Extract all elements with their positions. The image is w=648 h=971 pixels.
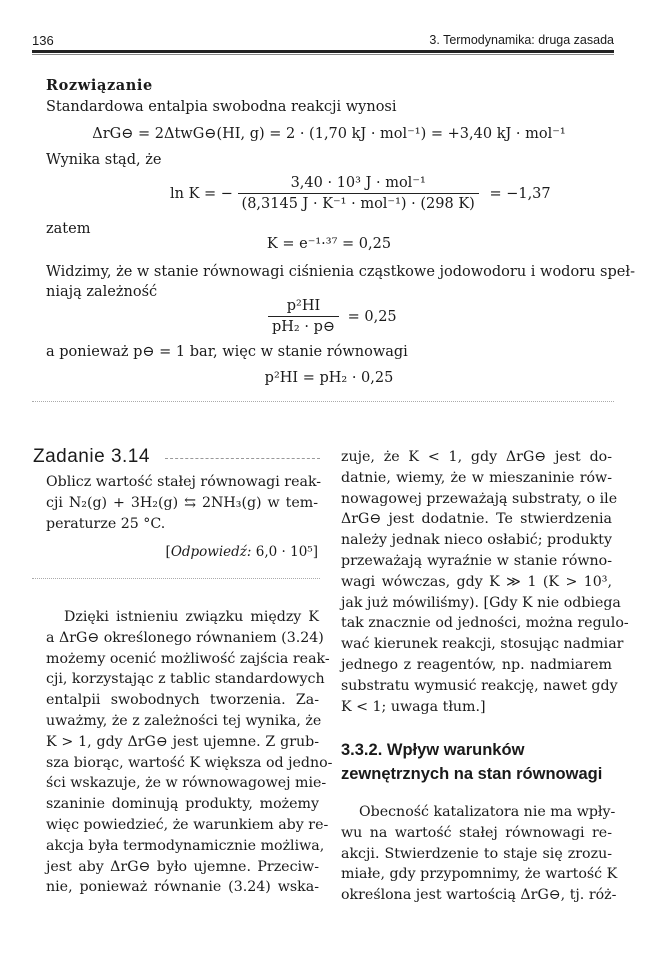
text-line: Dzięki istnieniu związku między K (64, 609, 319, 625)
text-line: sza biorąc, wartość K większa od jedno- (46, 754, 333, 771)
exercise-line: Oblicz wartość stałej równowagi reak- (46, 474, 322, 490)
text-line: możemy ocenić możliwość zajścia reak- (46, 650, 330, 667)
text-line: jest aby ΔrG⊖ było ujemne. Przeciw- (46, 858, 319, 875)
text-line: akcji. Stwierdzenie to staje się zrozu- (341, 845, 612, 862)
section-heading (341, 738, 602, 786)
exercise-title: Zadanie 3.14 (33, 446, 150, 467)
text-line: datnie, wiemy, że w mieszaninie rów- (341, 469, 612, 486)
eq4-rhs: = 0,25 (347, 308, 397, 325)
section-title-line-2: zewnętrznych na stan równowagi (341, 765, 603, 783)
text-line: ści wskazuje, że w równowagowej mie- (46, 775, 327, 792)
right-column-top (341, 447, 629, 717)
text-line: przeważają wyraźnie w stanie równo- (341, 552, 612, 569)
text-line: miałe, gdy przypomnimy, że wartość K (341, 866, 618, 883)
section-title-line-1: Wpływ warunków (386, 741, 525, 759)
eq2-rhs: = −1,37 (489, 185, 551, 202)
solution-separator (32, 401, 614, 402)
page-number: 136 (32, 33, 54, 48)
text-line: uważmy, że z zależności tej wynika, że (46, 712, 322, 729)
eq2-lhs: ln K = − (170, 185, 233, 202)
text-line: więc powiedzieć, że warunkiem aby re- (46, 816, 329, 833)
text-line: K > 1, gdy ΔrG⊖ jest ujemne. Z grub- (46, 733, 319, 750)
answer-label: Odpowiedź: (170, 544, 252, 560)
equation-2 (170, 173, 551, 214)
text-line: wagi wówczas, gdy K ≫ 1 (K > 10³, (341, 573, 612, 590)
exercise-title-rule (165, 458, 320, 459)
text-line: a ΔrG⊖ określonego równaniem (3.24) (46, 629, 324, 646)
text-line: jak już mówiliśmy). [Gdy K nie odbiega (341, 594, 621, 611)
eq4-denominator: pH₂ · p⊖ (268, 316, 339, 337)
exercise-line: peraturze 25 °C. (46, 515, 166, 532)
eq2-numerator: 3,40 · 10³ J · mol⁻¹ (290, 175, 426, 191)
exercise-separator (32, 578, 320, 579)
left-column (46, 607, 333, 898)
text-line: należy jednak nieco osłabić; produkty (341, 532, 612, 549)
solution-line-4b: niają zależność (46, 284, 158, 300)
equation-4 (268, 296, 397, 337)
text-line: K < 1; uwaga tłum.] (341, 698, 486, 715)
eq4-numerator: p²HI (286, 298, 321, 314)
text-line: nie, ponieważ równanie (3.24) wska- (46, 879, 319, 896)
text-line: wu na wartość stałej równowagi re- (341, 824, 612, 841)
solution-line-5: a ponieważ p⊖ = 1 bar, więc w stanie równowagi (46, 344, 408, 360)
eq2-fraction (238, 173, 479, 214)
text-line: określona jest wartością ΔrG⊖, tj. róż- (341, 887, 617, 904)
text-line: tak znacznie od jedności, można regulo- (341, 615, 629, 632)
text-line: jednego z reagentów, np. nadmiarem (341, 656, 612, 673)
equation-1: ΔrG⊖ = 2ΔtwG⊖(HI, g) = 2 · (1,70 kJ · mol⁻¹) = +3,40 kJ · mol⁻¹ (92, 126, 566, 142)
text-line: cji, korzystając z tablic standardowych (46, 671, 325, 688)
exercise-line: cji N₂(g) + 3H₂(g) ⇆ 2NH₃(g) w tem- (46, 494, 318, 511)
eq2-denominator: (8,3145 J · K⁻¹ · mol⁻¹) · (298 K) (238, 193, 479, 214)
solution-line-1: Standardowa entalpia swobodna reakcji wynosi (46, 99, 397, 115)
running-header: 3. Termodynamika: druga zasada (429, 33, 614, 47)
solution-line-4a: Widzimy, że w stanie równowagi ciśnienia cząstkowe jodowodoru i wodoru speł- (46, 264, 635, 280)
eq4-fraction (268, 296, 339, 337)
text-line: nowagowej przeważają substraty, o ile (341, 490, 618, 507)
header-rule-thin (32, 54, 614, 55)
equation-3: K = e⁻¹·³⁷ = 0,25 (266, 236, 392, 252)
exercise-body (46, 472, 322, 534)
text-line: entalpii swobodnych tworzenia. Za- (46, 692, 319, 709)
section-number: 3.3.2. (341, 741, 383, 759)
text-line: zuje, że K < 1, gdy ΔrG⊖ jest do- (341, 449, 612, 465)
text-line: ΔrG⊖ jest dodatnie. Te stwierdzenia (341, 511, 612, 528)
equation-5: p²HI = pH₂ · 0,25 (264, 370, 394, 386)
header-rule (32, 50, 614, 53)
text-line: Obecność katalizatora nie ma wpły- (359, 804, 616, 820)
text-line: wać kierunek reakcji, stosując nadmiar (341, 636, 624, 653)
exercise-answer: [Odpowiedź: 6,0 · 10⁵] (165, 544, 318, 560)
answer-value: 6,0 · 10⁵ (255, 544, 313, 560)
right-column-bottom (341, 802, 618, 906)
solution-line-2: Wynika stąd, że (46, 152, 162, 168)
solution-heading: Rozwiązanie (46, 77, 153, 94)
text-line: substratu wymusić reakcję, nawet gdy (341, 677, 618, 694)
text-line: akcja była termodynamicznie możliwa, (46, 837, 325, 854)
text-line: szaninie dominują produkty, możemy (46, 796, 319, 813)
solution-line-3: zatem (46, 221, 91, 237)
